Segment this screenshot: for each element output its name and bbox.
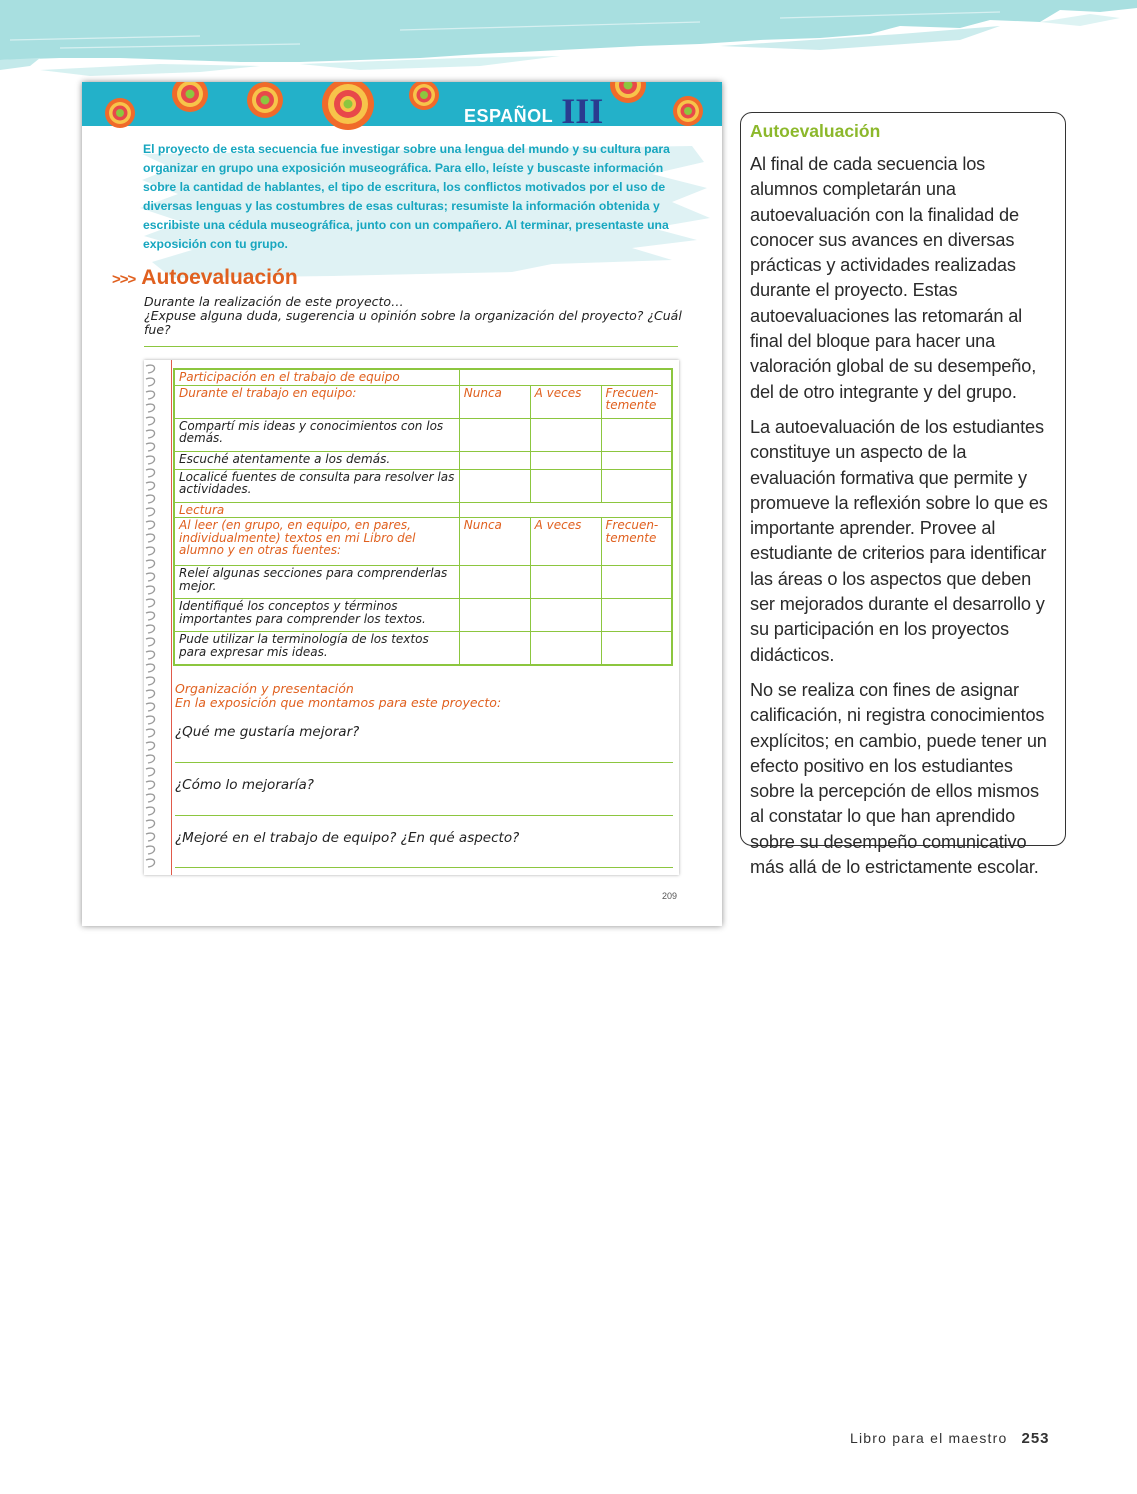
intro-paragraph: El proyecto de esta secuencia fue investigar sobre una lengua del mundo y su cultura para organizar en grupo una exposición museográfica. Para ello, leíste y buscaste información sobre la cantidad de hablantes, el tipo de escritura, los conflictos motivados por el uso de diversas lenguas y las costumbres de esas culturas; resumiste la información obtenida y escribiste una cédula museográfica, junto con un compañero. Al terminar, presentaste una exposición con tu grupo. — [143, 142, 670, 251]
lead-text — [144, 295, 684, 337]
page-footer — [850, 1430, 1050, 1447]
student-page-number: 209 — [662, 891, 678, 901]
lead-line-1: Durante la realización de este proyecto… — [144, 294, 404, 309]
section-title: Autoevaluación — [141, 266, 298, 289]
teacher-note-box — [740, 112, 1066, 878]
checkbox-cell[interactable] — [530, 418, 601, 451]
checkbox-cell[interactable] — [459, 599, 530, 632]
column-often: Frecuen-temente — [601, 385, 672, 418]
student-book-page — [82, 82, 722, 926]
column-never: Nunca — [459, 385, 530, 418]
answer-line[interactable] — [144, 346, 678, 347]
footer-label: Libro para el maestro — [850, 1430, 1008, 1446]
checkbox-cell[interactable] — [601, 469, 672, 502]
table-cell — [459, 502, 672, 518]
organization-prompt: En la exposición que montamos para este proyecto: — [175, 695, 502, 710]
question-teamwork: ¿Mejoré en el trabajo de equipo? ¿En qué aspecto? — [175, 830, 520, 846]
note-paragraph: Al final de cada secuencia los alumnos completarán una autoevaluación con la finalidad de conocer sus avances en diversas prácticas y actividades realizadas durante el proyecto. Estas autoevaluaciones las retomarán al final del bloque para hacer una valoración global de su desempeño, del de otro integrante y del grupo. — [750, 154, 1037, 402]
criterion-label: Identifiqué los conceptos y términos importantes para comprender los textos. — [174, 599, 459, 632]
criterion-label: Compartí mis ideas y conocimientos con los demás. — [174, 418, 459, 451]
checkbox-cell[interactable] — [601, 566, 672, 599]
checkbox-cell[interactable] — [459, 566, 530, 599]
group-title-participation: Participación en el trabajo de equipo — [174, 369, 459, 385]
organization-block — [175, 682, 501, 710]
table-row — [174, 632, 672, 665]
subject-number: III — [561, 91, 604, 132]
answer-line[interactable] — [175, 762, 673, 763]
organization-title: Organización y presentación — [175, 681, 354, 696]
self-evaluation-table — [173, 368, 673, 666]
table-row — [174, 599, 672, 632]
checkbox-cell[interactable] — [530, 451, 601, 469]
subject-heading — [464, 91, 604, 132]
footer-page-number: 253 — [1021, 1430, 1050, 1447]
table-row — [174, 385, 672, 418]
checkbox-cell[interactable] — [601, 632, 672, 665]
checkbox-cell[interactable] — [530, 599, 601, 632]
checkbox-cell[interactable] — [459, 632, 530, 665]
checkbox-cell[interactable] — [530, 632, 601, 665]
checkbox-cell[interactable] — [601, 599, 672, 632]
table-row — [174, 502, 672, 518]
table-row — [174, 418, 672, 451]
group-prompt: Durante el trabajo en equipo: — [174, 385, 459, 418]
checkbox-cell[interactable] — [459, 451, 530, 469]
checkbox-cell[interactable] — [601, 451, 672, 469]
table-row — [174, 469, 672, 502]
group-prompt: Al leer (en grupo, en equipo, en pares, individualmente) textos en mi Libro del alumno y en otras fuentes: — [174, 518, 459, 566]
margin-line — [171, 360, 172, 875]
lead-line-2: ¿Expuse alguna duda, sugerencia u opinión sobre la organización del proyecto? ¿Cuál fue? — [144, 308, 682, 337]
section-chevrons: >>> — [112, 271, 136, 288]
note-paragraph: No se realiza con fines de asignar calificación, ni registra conocimientos explícitos; en cambio, puede tener un efecto positivo en los estudiantes sobre la percepción de ellos mismos al constatar lo que han aprendido sobre su desempeño comunicativo más allá de lo estrictamente escolar. — [750, 679, 1047, 878]
table-row — [174, 451, 672, 469]
answer-line[interactable] — [175, 867, 673, 868]
note-title: Autoevaluación — [750, 121, 881, 141]
answer-line[interactable] — [175, 815, 673, 816]
column-sometimes: A veces — [530, 385, 601, 418]
table-row — [174, 566, 672, 599]
column-never: Nunca — [459, 518, 530, 566]
criterion-label: Releí algunas secciones para comprenderlas mejor. — [174, 566, 459, 599]
checkbox-cell[interactable] — [530, 566, 601, 599]
brush-stroke-decoration — [0, 0, 1137, 90]
spiral-binding-icon — [142, 360, 162, 875]
criterion-label: Localicé fuentes de consulta para resolver las actividades. — [174, 469, 459, 502]
question-improve: ¿Qué me gustaría mejorar? — [175, 724, 360, 740]
checkbox-cell[interactable] — [459, 469, 530, 502]
checkbox-cell[interactable] — [530, 469, 601, 502]
criterion-label: Pude utilizar la terminología de los textos para expresar mis ideas. — [174, 632, 459, 665]
checkbox-cell[interactable] — [601, 418, 672, 451]
subject-name: ESPAÑOL — [464, 106, 554, 126]
criterion-label: Escuché atentamente a los demás. — [174, 451, 459, 469]
notebook-sheet — [144, 360, 679, 875]
section-heading — [112, 266, 298, 290]
table-row — [174, 369, 672, 385]
column-often: Frecuen-temente — [601, 518, 672, 566]
group-title-reading: Lectura — [174, 502, 459, 518]
checkbox-cell[interactable] — [459, 418, 530, 451]
note-paragraph: La autoevaluación de los estudiantes constituye un aspecto de la evaluación formativa que permite y promueve la reflexión sobre lo que es importante aprender. Provee al estudiante de criterios para identificar las áreas o los aspectos que deben ser mejorados durante el desarrollo y su participación en los proyectos didácticos. — [750, 416, 1048, 665]
table-cell — [459, 369, 672, 385]
question-how: ¿Cómo lo mejoraría? — [175, 777, 314, 793]
table-row — [174, 518, 672, 566]
column-sometimes: A veces — [530, 518, 601, 566]
